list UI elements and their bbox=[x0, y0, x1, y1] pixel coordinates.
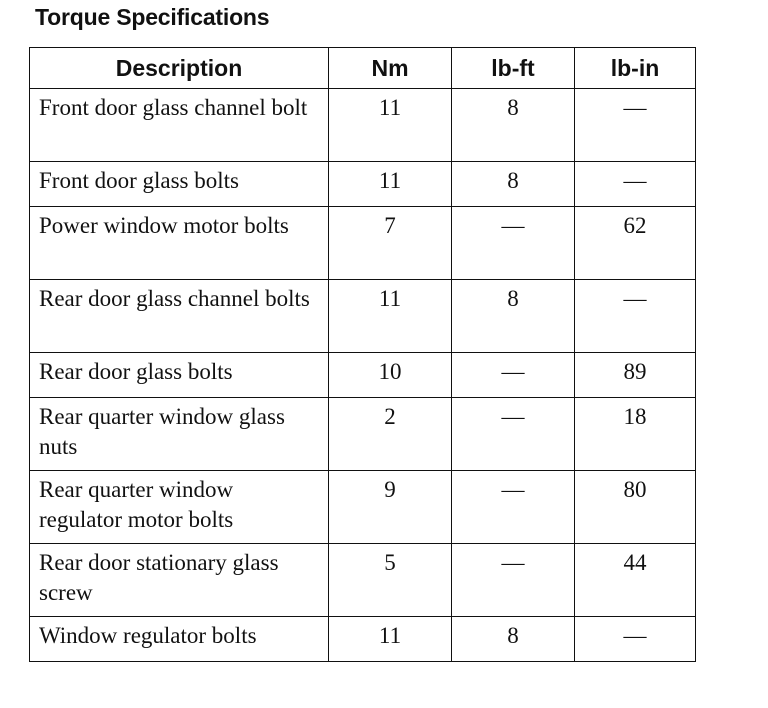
nm-cell: 10 bbox=[329, 353, 452, 398]
lb-ft-cell: — bbox=[452, 353, 575, 398]
lb-ft-cell: 8 bbox=[452, 280, 575, 353]
nm-cell: 9 bbox=[329, 471, 452, 544]
nm-cell: 7 bbox=[329, 207, 452, 280]
description-cell: Front door glass bolts bbox=[30, 162, 329, 207]
description-cell: Window regulator bolts bbox=[30, 617, 329, 662]
lb-in-cell: 80 bbox=[575, 471, 696, 544]
column-header-description: Description bbox=[30, 48, 329, 89]
lb-ft-cell: — bbox=[452, 471, 575, 544]
lb-in-cell: — bbox=[575, 162, 696, 207]
nm-cell: 11 bbox=[329, 280, 452, 353]
nm-cell: 2 bbox=[329, 398, 452, 471]
table-row bbox=[30, 471, 696, 544]
lb-ft-cell: — bbox=[452, 544, 575, 617]
column-header-lb-in: lb-in bbox=[575, 48, 696, 89]
table-row bbox=[30, 544, 696, 617]
description-cell: Front door glass channel bolt bbox=[30, 89, 329, 162]
table-row bbox=[30, 398, 696, 471]
lb-ft-cell: — bbox=[452, 207, 575, 280]
torque-spec-table bbox=[29, 47, 696, 662]
table-header-row bbox=[30, 48, 696, 89]
table-row bbox=[30, 89, 696, 162]
lb-in-cell: 89 bbox=[575, 353, 696, 398]
lb-in-cell: 44 bbox=[575, 544, 696, 617]
lb-in-cell: — bbox=[575, 280, 696, 353]
description-cell: Rear quarter window glass nuts bbox=[30, 398, 329, 471]
nm-cell: 11 bbox=[329, 89, 452, 162]
table-row bbox=[30, 162, 696, 207]
table-row bbox=[30, 353, 696, 398]
description-cell: Rear door glass bolts bbox=[30, 353, 329, 398]
column-header-nm: Nm bbox=[329, 48, 452, 89]
nm-cell: 11 bbox=[329, 162, 452, 207]
lb-in-cell: — bbox=[575, 89, 696, 162]
lb-ft-cell: — bbox=[452, 398, 575, 471]
lb-ft-cell: 8 bbox=[452, 617, 575, 662]
table-row bbox=[30, 280, 696, 353]
lb-in-cell: 18 bbox=[575, 398, 696, 471]
column-header-lb-ft: lb-ft bbox=[452, 48, 575, 89]
description-cell: Rear door glass channel bolts bbox=[30, 280, 329, 353]
nm-cell: 5 bbox=[329, 544, 452, 617]
lb-ft-cell: 8 bbox=[452, 89, 575, 162]
table-row bbox=[30, 207, 696, 280]
lb-in-cell: 62 bbox=[575, 207, 696, 280]
lb-in-cell: — bbox=[575, 617, 696, 662]
page-title: Torque Specifications bbox=[35, 4, 270, 30]
description-cell: Rear quarter window regulator motor bolts bbox=[30, 471, 329, 544]
description-cell: Rear door stationary glass screw bbox=[30, 544, 329, 617]
lb-ft-cell: 8 bbox=[452, 162, 575, 207]
nm-cell: 11 bbox=[329, 617, 452, 662]
description-cell: Power window motor bolts bbox=[30, 207, 329, 280]
table-row bbox=[30, 617, 696, 662]
